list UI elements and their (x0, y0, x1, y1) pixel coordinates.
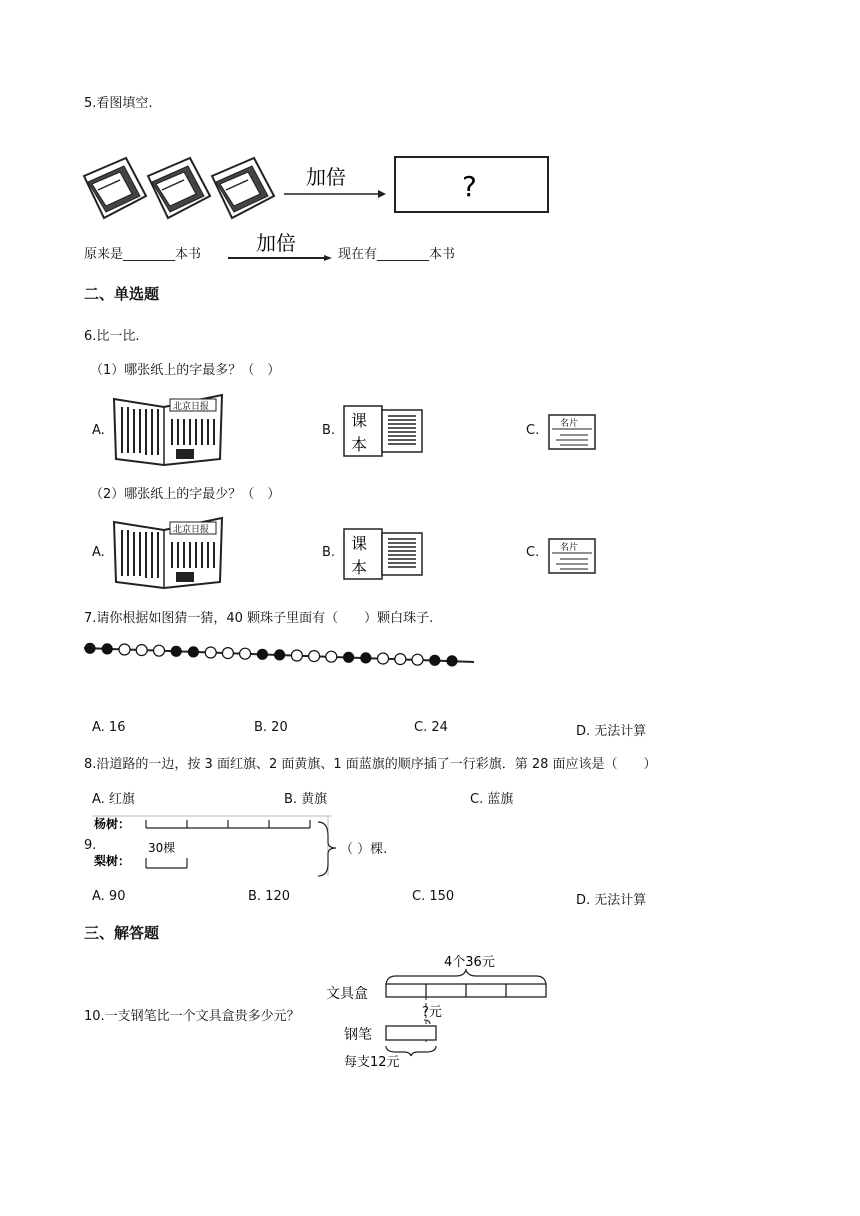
white-bead (309, 651, 320, 662)
book-char-2: 本 (351, 435, 368, 454)
section-title-2: 二、单选题 (84, 285, 160, 303)
brace-icon (318, 822, 336, 876)
white-bead (378, 653, 389, 664)
book-icon (148, 158, 210, 218)
q6-1-option-a[interactable]: A. (92, 423, 105, 438)
q9-option-b[interactable]: B. 120 (248, 889, 290, 904)
black-bead (85, 643, 95, 653)
black-bead (361, 653, 371, 663)
black-bead (430, 655, 440, 665)
black-bead (188, 647, 198, 657)
black-bead (344, 652, 354, 662)
section-title-3: 三、解答题 (84, 924, 160, 942)
q9-suffix: （ ）棵. (340, 842, 388, 857)
q9-number: 9. (84, 838, 97, 853)
q6-sub1: （1）哪张纸上的字最多？（ ） (90, 363, 281, 378)
difference-label: ?元 (422, 1005, 442, 1020)
name-card-icon (548, 414, 596, 450)
arrow-head-icon (324, 255, 332, 261)
bead-string (80, 638, 480, 670)
q5-line-after: 现在有________本书 (338, 247, 456, 262)
black-bead (447, 656, 457, 666)
double-label: 加倍 (306, 165, 346, 189)
book-char-2: 本 (351, 558, 368, 577)
pencil-box-bar (386, 984, 546, 997)
white-bead (395, 654, 406, 665)
q6-sub2: （2）哪张纸上的字最少？（ ） (90, 487, 281, 502)
q5-stem: 5.看图填空. (84, 96, 153, 111)
newspaper-icon (112, 516, 224, 590)
book-icon (212, 158, 274, 218)
q8-option-b[interactable]: B. 黄旗 (284, 792, 328, 807)
black-bead (257, 649, 267, 659)
black-bead (275, 650, 285, 660)
white-bead (291, 650, 302, 661)
q10-stem: 10.一支钢笔比一个文具盒贵多少元？ (84, 1009, 300, 1024)
white-bead (222, 648, 233, 659)
pen-price-label: 每支12元 (344, 1055, 400, 1070)
name-card-icon (548, 538, 596, 574)
pen-label: 钢笔 (344, 1027, 372, 1043)
q7-option-b[interactable]: B. 20 (254, 720, 288, 735)
q10-diagram (324, 952, 554, 1070)
white-bead (412, 654, 423, 665)
newspaper-icon (112, 393, 224, 467)
newspaper-title: 北京日报 (173, 402, 210, 412)
pencil-box-label: 文具盒 (326, 986, 368, 1002)
q9-option-d[interactable]: D. 无法计算 (576, 893, 647, 908)
black-bead (171, 646, 181, 656)
pear-label: 梨树： (94, 854, 131, 868)
black-bead (102, 644, 112, 654)
small-brace-icon (424, 1020, 430, 1024)
textbook-icon (342, 404, 424, 458)
result-question-mark: ? (462, 170, 477, 203)
q8-option-a[interactable]: A. 红旗 (92, 792, 135, 807)
q6-1-option-c[interactable]: C. (526, 423, 540, 438)
q7-option-a[interactable]: A. 16 (92, 720, 126, 735)
pencil-box-total-label: 4个36元 (444, 955, 495, 970)
q7-option-d[interactable]: D. 无法计算 (576, 724, 647, 739)
q9-option-a[interactable]: A. 90 (92, 889, 126, 904)
pear-count-label: 30棵 (148, 841, 176, 855)
q5-figure (78, 148, 558, 222)
q5-arrow2 (224, 228, 336, 262)
q9-option-c[interactable]: C. 150 (412, 889, 455, 904)
card-title: 名片 (560, 543, 579, 553)
pear-bar (146, 858, 187, 868)
q7-option-c[interactable]: C. 24 (414, 720, 448, 735)
card-title: 名片 (560, 419, 579, 429)
q8-option-c[interactable]: C. 蓝旗 (470, 792, 514, 807)
white-bead (154, 645, 165, 656)
book-char-1: 课 (351, 534, 368, 553)
q6-2-option-a[interactable]: A. (92, 545, 105, 560)
q6-1-option-b[interactable]: B. (322, 423, 336, 438)
q8-stem: 8.沿道路的一边，按 3 面红旗、2 面黄旗、1 面蓝旗的顺序插了一行彩旗．第 28 面应该是（ ） (84, 757, 657, 772)
book-char-1: 课 (351, 411, 368, 430)
q6-stem: 6.比一比. (84, 329, 140, 344)
textbook-icon (342, 527, 424, 581)
q9-diagram (92, 814, 342, 878)
poplar-bar (146, 820, 310, 828)
white-bead (240, 648, 251, 659)
newspaper-title: 北京日报 (173, 525, 210, 535)
book-icon (84, 158, 146, 218)
arrow-head-icon (378, 190, 386, 198)
q6-2-option-c[interactable]: C. (526, 545, 540, 560)
double-label-2: 加倍 (256, 231, 296, 255)
white-bead (119, 644, 130, 655)
q6-2-option-b[interactable]: B. (322, 545, 336, 560)
white-bead (205, 647, 216, 658)
poplar-label: 杨树： (94, 817, 131, 831)
white-bead (136, 645, 147, 656)
white-bead (326, 651, 337, 662)
pen-bar (386, 1026, 436, 1040)
q5-line-before: 原来是________本书 (84, 247, 202, 262)
q7-stem: 7.请你根据如图猜一猜，40 颗珠子里面有（ ）颗白珠子. (84, 611, 434, 626)
